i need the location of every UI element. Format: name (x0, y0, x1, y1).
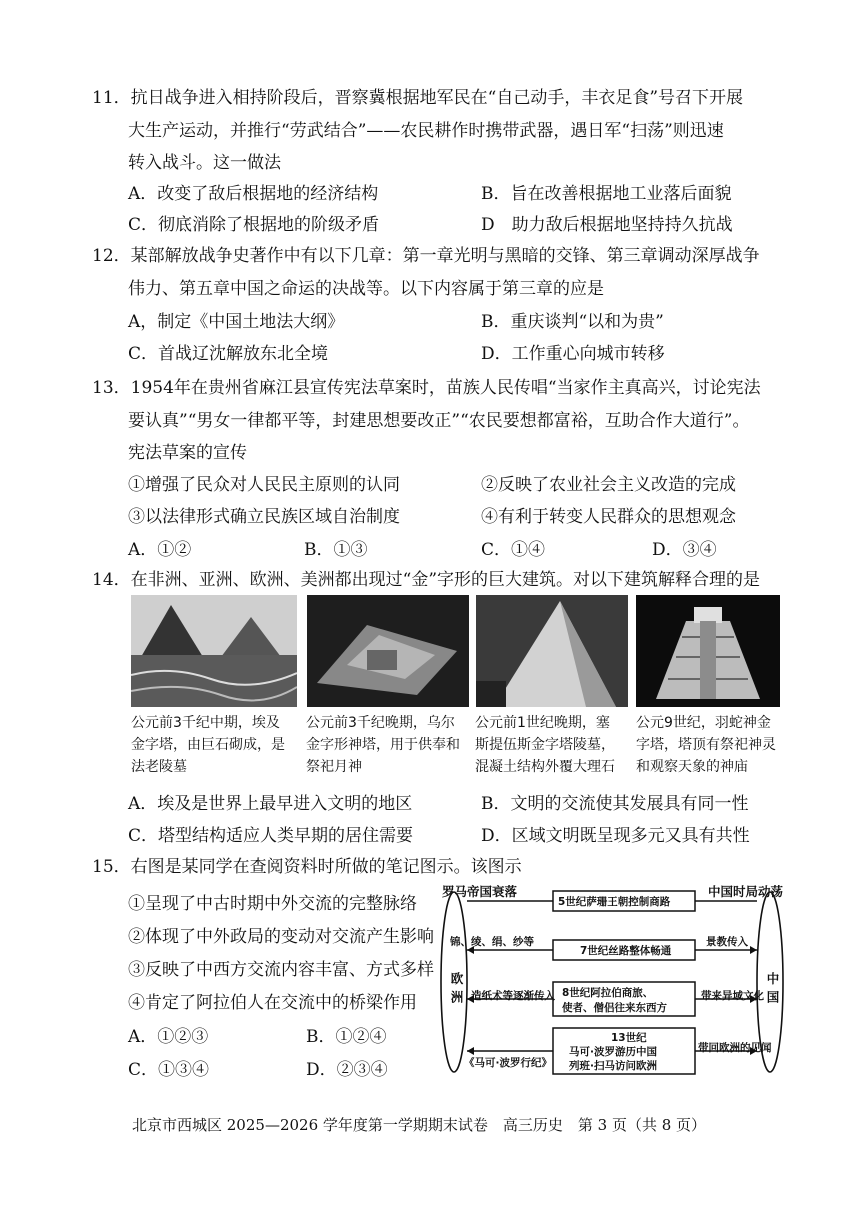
q11-option-d: D 助力敌后根据地坚持持久抗战 (481, 215, 733, 235)
q13-stem-line1: 13．1954年在贵州省麻江县宣传宪法草案时，苗族人民传唱“当家作主真高兴，讨论宪法 (92, 378, 761, 398)
q14-option-c: C．塔型结构适应人类早期的居住需要 (128, 826, 414, 846)
exchange-diagram (440, 882, 792, 1078)
caption-cestius-1: 公元前1世纪晚期，塞 (475, 715, 610, 731)
q14-option-b: B．文明的交流使其发展具有同一性 (481, 794, 749, 814)
page-footer: 北京市西城区 2025—2026 学年度第一学期期末试卷 高三历史 第 3 页（共 8 页） (132, 1116, 707, 1134)
q14-stem: 14．在非洲、亚洲、欧洲、美洲都出现过“金”字形的巨大建筑。对以下建筑解释合理的是 (92, 570, 761, 590)
caption-ur-3: 祭祀月神 (306, 759, 362, 775)
caption-ur-2: 金字形神塔，用于供奉和 (306, 737, 460, 753)
q13-statement-4: ④有利于转变人民群众的思想观念 (481, 507, 736, 527)
q13-stem-line2: 要认真”“男女一律都平等，封建思想要改正”“农民要想都富裕，互助合作大道行”。 (128, 411, 750, 431)
q13-option-b: B．①③ (304, 540, 368, 560)
kukulcan-pyramid-image (636, 595, 780, 707)
q11-option-a: A．改变了敌后根据地的经济结构 (128, 184, 379, 204)
q11-stem-line3: 转入战斗。这一做法 (128, 153, 281, 173)
q14-option-d: D．区域文明既呈现多元又具有共性 (481, 826, 750, 846)
caption-kukulcan-2: 字塔，塔顶有祭祀神灵 (636, 737, 776, 753)
caption-ur-1: 公元前3千纪晚期，乌尔 (306, 715, 455, 731)
caption-egypt-1: 公元前3千纪中期，埃及 (131, 715, 280, 731)
q13-statement-1: ①增强了民众对人民民主原则的认同 (128, 475, 400, 495)
q15-option-c: C．①③④ (128, 1060, 210, 1080)
q15-statement-3: ③反映了中西方交流内容丰富、方式多样 (128, 960, 434, 980)
diagram-travel-accounts: 带回欧洲的见闻 (698, 1042, 772, 1054)
q15-stem: 15．右图是某同学在查阅资料时所做的笔记图示。该图示 (92, 857, 522, 877)
q15-statement-2: ②体现了中外政局的变动对交流产生影响 (128, 927, 434, 947)
cestius-pyramid-image (476, 595, 628, 707)
q12-option-c: C．首战辽沈解放东北全境 (128, 344, 329, 364)
diagram-box-arab-2: 使者、僧侣往来东西方 (562, 1002, 667, 1014)
q11-option-b: B．旨在改善根据地工业落后面貌 (481, 184, 732, 204)
diagram-box-sasanian: 5世纪萨珊王朝控制商路 (558, 896, 671, 908)
diagram-china-label: 中国 (765, 972, 780, 1009)
diagram-silk-goods: 锦、绫、绢、纱等 (450, 936, 534, 948)
diagram-europe-label: 欧洲 (449, 972, 464, 1009)
caption-egypt-3: 法老陵墓 (131, 759, 187, 775)
q12-option-b: B．重庆谈判“以和为贵” (481, 312, 664, 332)
diagram-nestorian: 景教传入 (706, 936, 748, 948)
ur-ziggurat-image (307, 595, 469, 707)
diagram-box-13c-2: 马可·波罗游历中国 (569, 1046, 657, 1058)
q15-option-d: D．②③④ (306, 1060, 388, 1080)
q11-option-c: C．彻底消除了根据地的阶级矛盾 (128, 215, 380, 235)
caption-kukulcan-3: 和观察天象的神庙 (636, 759, 748, 775)
q11-stem-line2: 大生产运动，并推行“劳武结合”——农民耕作时携带武器，遇日军“扫荡”则迅速 (128, 121, 724, 141)
q13-stem-line3: 宪法草案的宣传 (128, 443, 247, 463)
q15-statement-4: ④肯定了阿拉伯人在交流中的桥梁作用 (128, 993, 417, 1013)
diagram-rome-decline: 罗马帝国衰落 (442, 884, 518, 899)
q13-statement-3: ③以法律形式确立民族区域自治制度 (128, 507, 400, 527)
q11-stem-line1: 11．抗日战争进入相持阶段后，晋察冀根据地军民在“自己动手，丰衣足食”号召下开展 (92, 88, 744, 108)
q14-option-a: A．埃及是世界上最早进入文明的地区 (128, 794, 413, 814)
caption-cestius-2: 斯提伍斯金字塔陵墓， (475, 737, 615, 753)
q13-option-a: A．①② (128, 540, 192, 560)
diagram-box-silk-road: 7世纪丝路整体畅通 (580, 945, 672, 957)
caption-cestius-3: 混凝土结构外覆大理石 (475, 759, 615, 775)
q12-stem-line1: 12．某部解放战争史著作中有以下几章：第一章光明与黑暗的交锋、第三章调动深厚战争 (92, 246, 760, 266)
q15-option-a: A．①②③ (128, 1027, 209, 1047)
diagram-box-13c-3: 列班·扫马访问欧洲 (569, 1060, 657, 1072)
diagram-exotic-culture: 带来异域文化 (701, 990, 764, 1002)
caption-kukulcan-1: 公元9世纪，羽蛇神金 (636, 715, 771, 731)
diagram-marco-polo-book: 《马可·波罗行纪》 (464, 1057, 552, 1069)
caption-egypt-2: 金字塔，由巨石砌成，是 (131, 737, 285, 753)
q15-statement-1: ①呈现了中古时期中外交流的完整脉络 (128, 894, 417, 914)
q12-stem-line2: 伟力、第五章中国之命运的决战等。以下内容属于第三章的应是 (128, 279, 604, 299)
q13-statement-2: ②反映了农业社会主义改造的完成 (481, 475, 736, 495)
q12-option-d: D．工作重心向城市转移 (481, 344, 665, 364)
diagram-box-13c-1: 13世纪 (611, 1032, 647, 1044)
q13-option-c: C．①④ (481, 540, 546, 560)
q15-option-b: B．①②④ (306, 1027, 387, 1047)
egypt-pyramid-image (131, 595, 297, 707)
diagram-china-turmoil: 中国时局动荡 (708, 884, 784, 899)
q12-option-a: A，制定《中国土地法大纲》 (128, 312, 345, 332)
diagram-box-arab-1: 8世纪阿拉伯商旅、 (562, 987, 654, 999)
q13-option-d: D．③④ (652, 540, 717, 560)
diagram-paper-making: 造纸术等逐渐传入 (471, 990, 555, 1002)
